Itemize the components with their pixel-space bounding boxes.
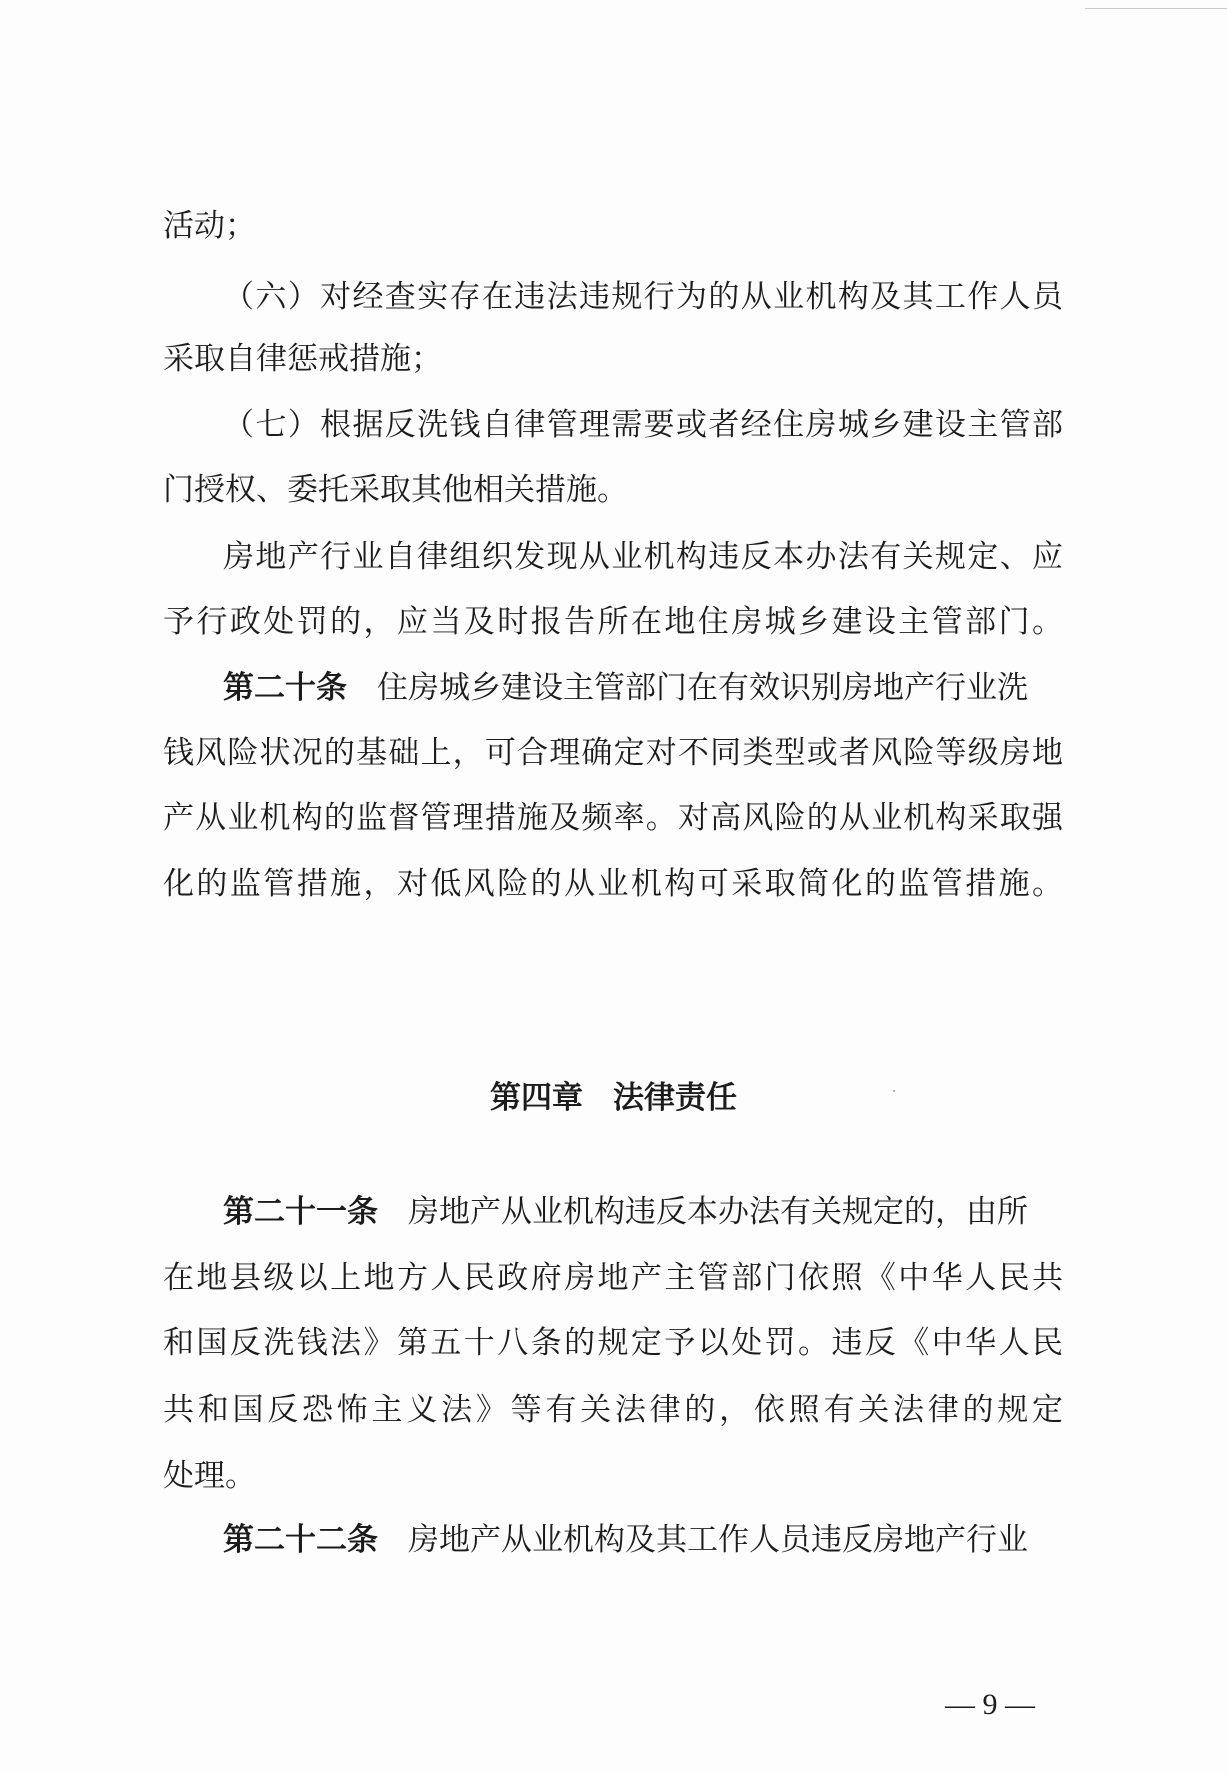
- paragraph-line: [223, 277, 1063, 317]
- line-text: 和国反洗钱法》第五十八条的规定予以处罚。违反《中华人民: [163, 1325, 1063, 1361]
- paragraph-line: [163, 733, 1063, 773]
- article-label: 第二十二条: [223, 1522, 378, 1558]
- paragraph-line: [163, 339, 1063, 379]
- article-label: 第二十一条: [223, 1194, 378, 1230]
- line-text: 予行政处罚的，应当及时报告所在地住房城乡建设主管部门。: [163, 604, 1063, 640]
- scan-speck: [893, 1090, 895, 1092]
- line-text: 门授权、委托采取其他相关措施。: [163, 472, 628, 508]
- paragraph-line: [163, 798, 1063, 838]
- paragraph-line: [163, 1258, 1063, 1298]
- line-text: （六）对经查实存在违法违规行为的从业机构及其工作人员: [223, 279, 1063, 315]
- paragraph-line: [223, 405, 1063, 445]
- line-text: 产从业机构的监督管理措施及频率。对高风险的从业机构采取强: [163, 800, 1063, 836]
- chapter-heading: [0, 1078, 1227, 1118]
- line-text: 化的监管措施，对低风险的从业机构可采取简化的监管措施。: [163, 866, 1063, 902]
- paragraph-line: [163, 206, 1063, 246]
- chapter-number: 第四章: [490, 1080, 583, 1116]
- line-text: 房地产从业机构违反本办法有关规定的，由所: [408, 1194, 1028, 1230]
- line-text: 在地县级以上地方人民政府房地产主管部门依照《中华人民共: [163, 1260, 1063, 1296]
- paragraph-line: [163, 1323, 1063, 1363]
- line-text: 钱风险状况的基础上，可合理确定对不同类型或者风险等级房地: [163, 735, 1063, 771]
- line-text: （七）根据反洗钱自律管理需要或者经住房城乡建设主管部: [223, 407, 1063, 443]
- paragraph-line: [163, 602, 1063, 642]
- article-heading-line: [223, 1520, 1063, 1560]
- article-heading-line: [223, 668, 1063, 708]
- paragraph-line: [163, 864, 1063, 904]
- line-text: 活动；: [163, 208, 256, 244]
- paragraph-line: [163, 1456, 1063, 1496]
- line-text: 住房城乡建设主管部门在有效识别房地产行业洗: [377, 670, 1028, 706]
- line-text: 房地产行业自律组织发现从业机构违反本办法有关规定、应: [223, 539, 1063, 575]
- line-text: 采取自律惩戒措施；: [163, 341, 442, 377]
- line-text: 处理。: [163, 1458, 256, 1494]
- line-text: 共和国反恐怖主义法》等有关法律的，依照有关法律的规定: [163, 1392, 1063, 1428]
- paragraph-line: [223, 537, 1063, 577]
- line-text: 房地产从业机构及其工作人员违反房地产行业: [408, 1522, 1028, 1558]
- paragraph-line: [163, 470, 1063, 510]
- paragraph-line: [163, 1390, 1063, 1430]
- article-heading-line: [223, 1192, 1063, 1232]
- article-label: 第二十条: [223, 670, 347, 706]
- chapter-title: 法律责任: [613, 1080, 737, 1116]
- page-number: — 9 —: [945, 1688, 1035, 1721]
